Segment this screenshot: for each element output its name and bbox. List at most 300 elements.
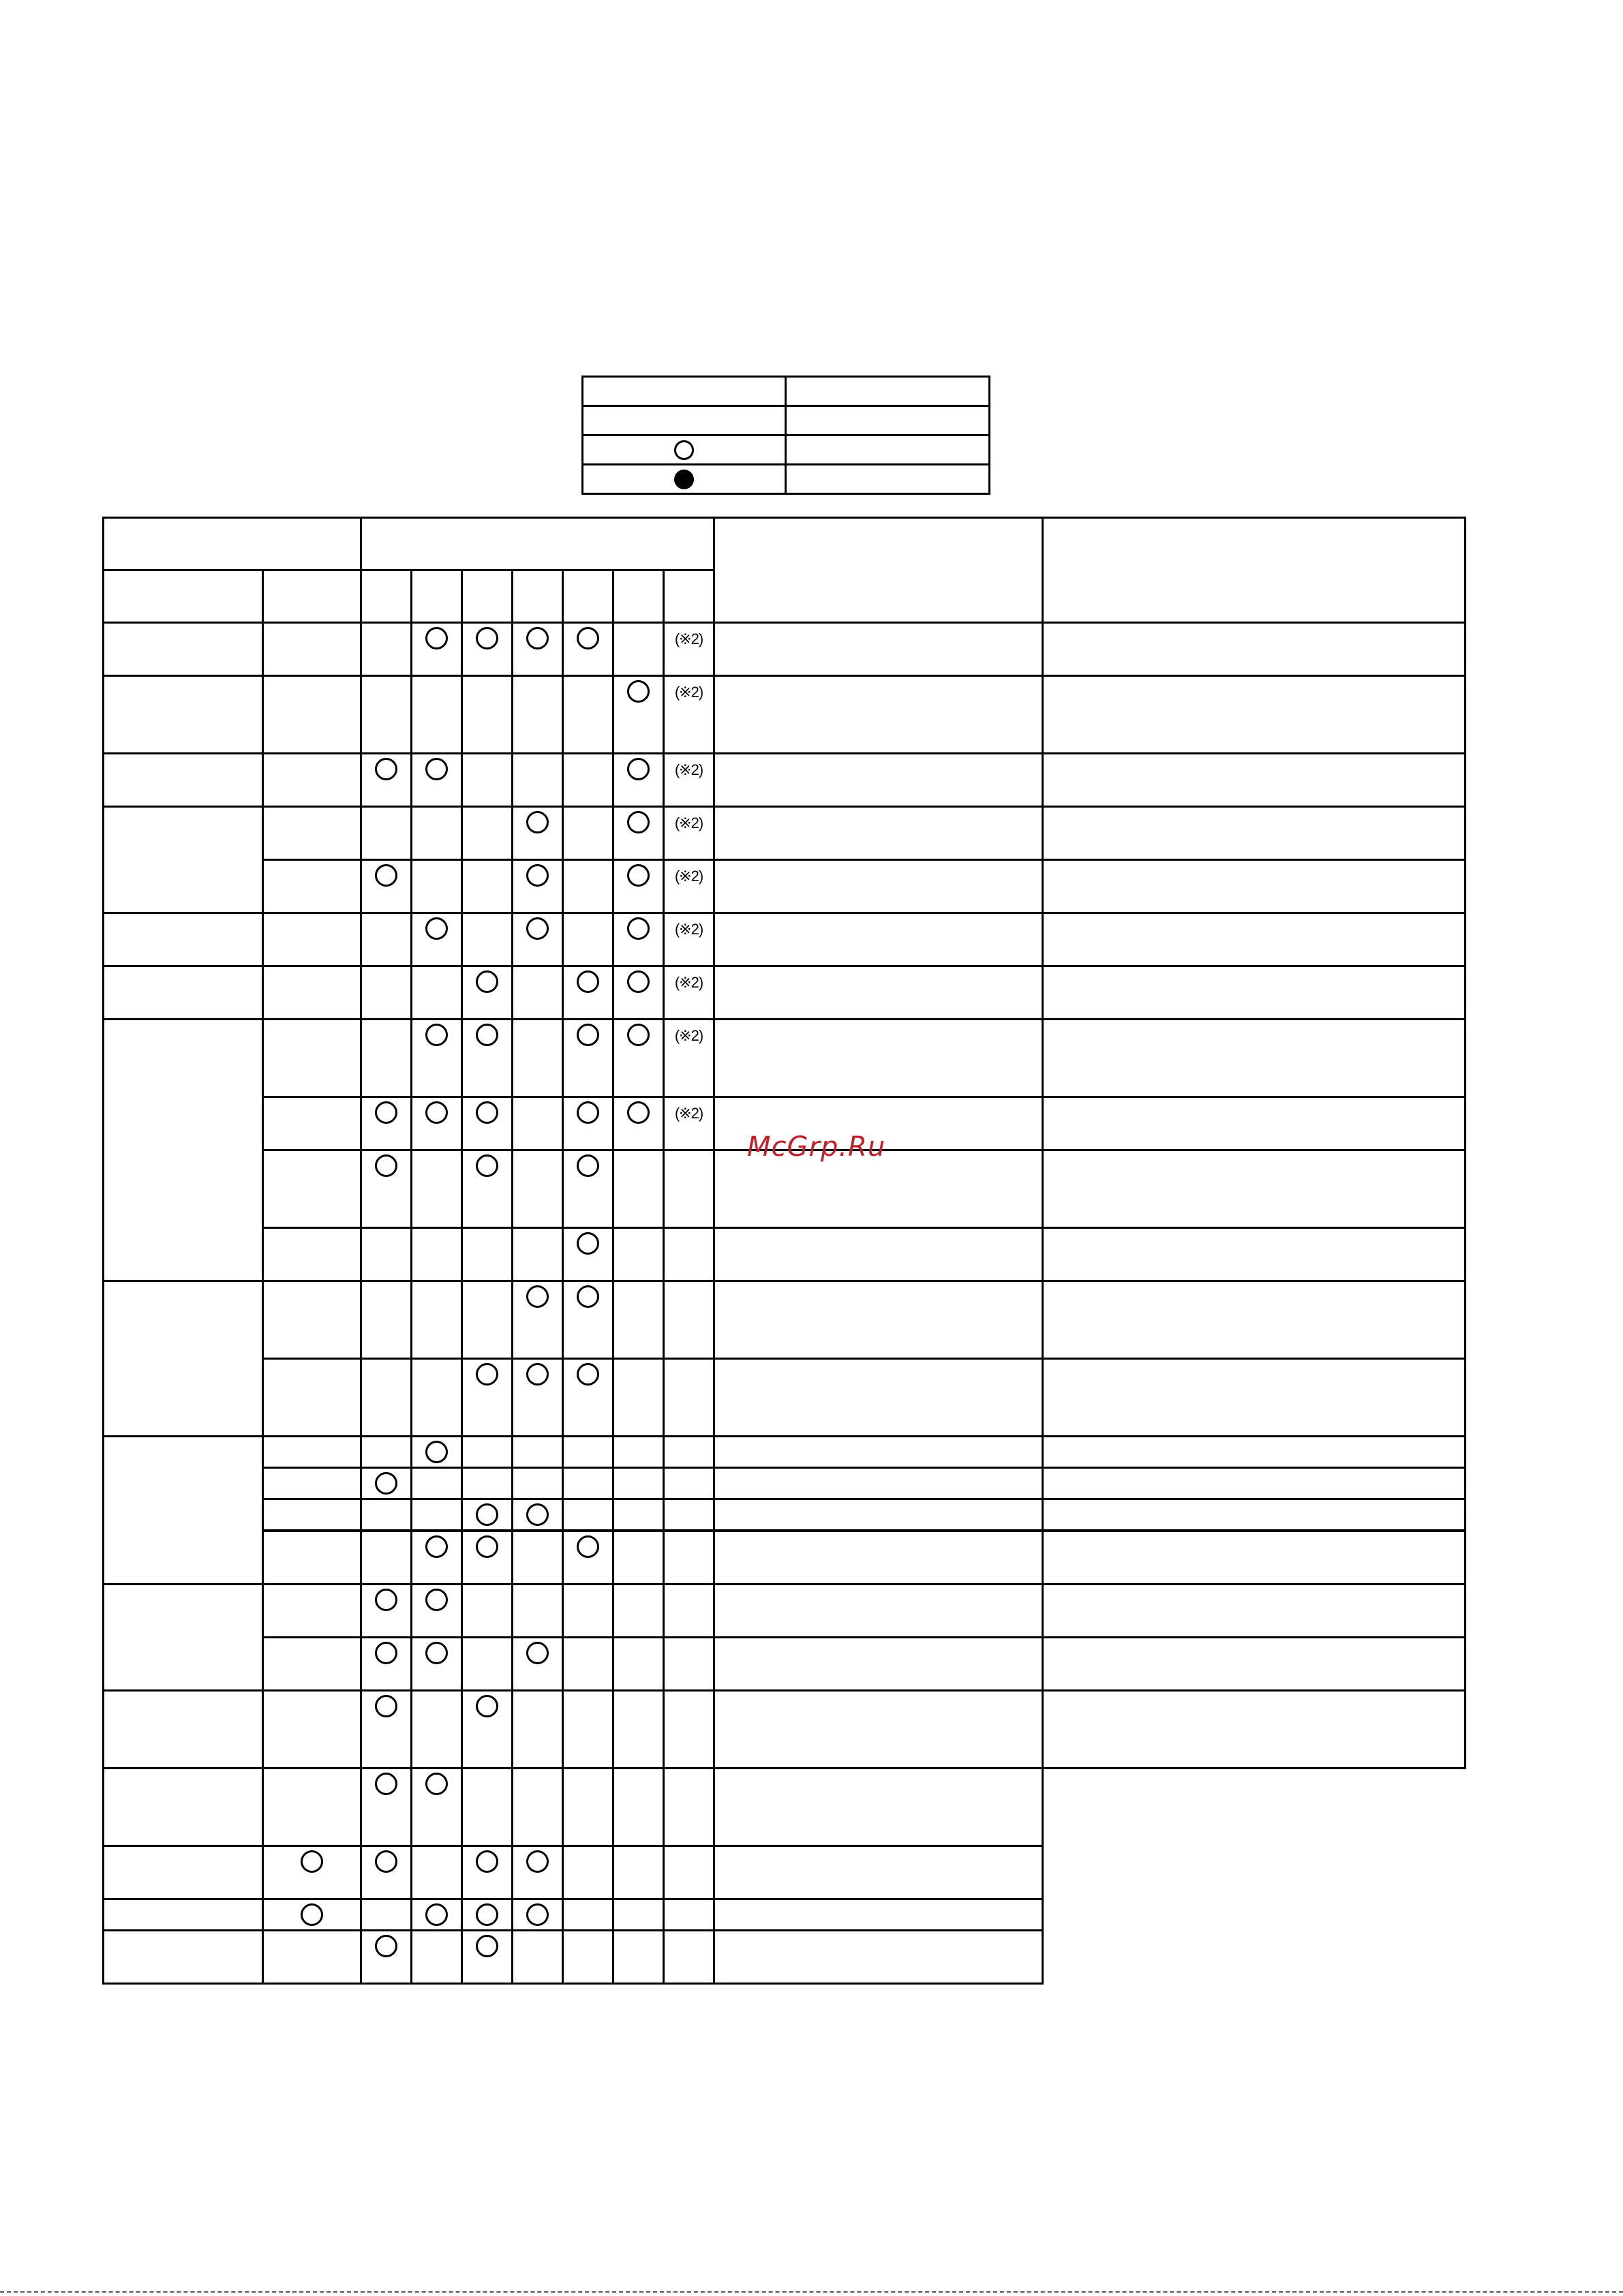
model-5-cell [513,1846,563,1899]
model-3-cell [462,1097,513,1150]
subitem-label-cell [263,913,361,966]
model-4-cell [513,966,563,1020]
table-row [104,1899,1466,1930]
open-circle-icon [627,758,650,780]
open-circle-icon [526,1903,549,1926]
open-circle-icon [375,758,397,780]
open-circle-icon [674,440,694,460]
header-category-cell [104,518,361,570]
remarks-cell [1043,1690,1466,1768]
model-6-cell [613,1020,664,1097]
model-5-cell [513,1768,563,1846]
open-circle-icon [476,1154,498,1177]
open-circle-icon [577,627,599,649]
open-circle-icon [375,1589,397,1611]
open-circle-icon [476,1363,498,1386]
model-6-cell [613,966,664,1020]
model-1-cell [263,1930,361,1983]
group-label-cell [104,913,263,966]
model-3-cell [462,1359,513,1437]
note-mark: (※2) [674,1027,703,1044]
model-5-cell [563,1531,613,1584]
filled-circle-icon [674,470,694,489]
model-3-cell [462,1690,513,1768]
table-row [104,1846,1466,1899]
header-model-1 [361,570,412,623]
header-remarks-cell [1043,518,1466,623]
model-4-cell [513,1499,563,1531]
open-circle-icon [425,917,448,940]
page-bottom-rule [0,2291,1623,2293]
model-3-cell [462,1531,513,1584]
description-cell [664,1846,714,1899]
note-cell [664,1020,714,1097]
model-2-cell [361,1846,412,1899]
note-cell [664,807,714,860]
remarks-cell [1043,1150,1466,1228]
open-circle-icon [476,970,498,993]
open-circle-icon [375,1642,397,1664]
model-2-cell [361,1930,412,1983]
table-row [104,1637,1466,1690]
note-cell [664,1097,714,1150]
table-row [104,860,1466,913]
open-circle-icon [425,1101,448,1124]
table-row [104,1584,1466,1637]
legend-row [583,406,990,435]
legend-text-cell [786,377,990,406]
note-cell [664,1499,714,1531]
model-4-cell [513,1097,563,1150]
model-1-cell [263,1768,361,1846]
note-mark: (※2) [674,921,703,938]
note-cell [664,676,714,754]
model-4-cell [513,1437,563,1468]
open-circle-icon [375,1472,397,1495]
model-3-cell [462,1281,513,1359]
model-2-cell [412,1468,462,1499]
table-row [104,623,1466,676]
open-circle-icon [375,1773,397,1795]
note-mark: (※2) [674,814,703,831]
open-circle-icon [577,1232,599,1255]
legend-row [583,377,990,406]
model-1-cell [361,807,412,860]
header-model-6 [613,570,664,623]
model-4-cell [462,1846,513,1899]
model-1-cell [361,1437,412,1468]
header-model-4 [513,570,563,623]
model-1-cell [263,1899,361,1930]
open-circle-icon [526,1642,549,1664]
model-3-cell [412,1930,462,1983]
remarks-cell [1043,1584,1466,1637]
model-3-cell [462,913,513,966]
note-cell [664,623,714,676]
subitem-label-cell [263,1437,361,1468]
model-4-cell [513,1150,563,1228]
model-6-cell [613,1359,664,1437]
note-cell [664,1637,714,1690]
model-5-cell [563,1281,613,1359]
model-1-cell [361,1468,412,1499]
model-2-cell [412,913,462,966]
model-5-cell [563,676,613,754]
legend-body [583,377,990,494]
open-circle-icon [425,1441,448,1463]
subitem-label-cell [104,1930,263,1983]
table-row [104,676,1466,754]
table-row [104,1768,1466,1846]
open-circle-icon [577,1154,599,1177]
group-label-cell [104,623,263,676]
note-cell [664,1150,714,1228]
model-5-cell [563,1150,613,1228]
legend-symbol-cell [583,465,786,494]
open-circle-icon [526,864,549,887]
open-circle-icon [375,1695,397,1717]
model-4-cell [462,1899,513,1930]
model-2-cell [412,1020,462,1097]
subitem-label-cell [263,1637,361,1690]
legend-symbol-cell [583,406,786,435]
open-circle-icon [577,1024,599,1046]
subitem-label-cell [263,1097,361,1150]
legend-symbol-cell [583,377,786,406]
group-label-cell [104,1020,263,1281]
model-1-cell [361,1020,412,1097]
group-label-cell [104,966,263,1020]
open-circle-icon [577,1535,599,1558]
model-2-cell [412,623,462,676]
model-6-cell [613,1468,664,1499]
model-4-cell [513,860,563,913]
remarks-cell [1043,1359,1466,1437]
table-row [104,913,1466,966]
note-mark: (※2) [674,974,703,991]
table-row [104,807,1466,860]
model-2-cell [412,807,462,860]
model-5-cell [563,1228,613,1281]
open-circle-icon [375,1101,397,1124]
note-cell [664,1228,714,1281]
feature-matrix-body [104,518,1466,1984]
group-label-cell [104,1281,263,1437]
subitem-label-cell [263,1228,361,1281]
table-row [104,1228,1466,1281]
model-1-cell [361,1531,412,1584]
open-circle-icon [425,627,448,649]
model-6-cell [563,1846,613,1899]
header-description-cell [714,518,1043,623]
open-circle-icon [577,1363,599,1386]
open-circle-icon [526,917,549,940]
subitem-label-cell [263,623,361,676]
model-2-cell [412,1531,462,1584]
open-circle-icon [425,1589,448,1611]
subitem-label-cell [263,676,361,754]
subitem-label-cell [263,860,361,913]
open-circle-icon [476,1535,498,1558]
model-4-cell [513,913,563,966]
open-circle-icon [526,1503,549,1526]
model-1-cell [361,1097,412,1150]
remarks-cell [1043,1281,1466,1359]
model-3-cell [412,1768,462,1846]
model-3-cell [462,807,513,860]
open-circle-icon [627,917,650,940]
legend-text-cell [786,435,990,465]
description-cell [714,860,1043,913]
description-cell [714,1468,1043,1499]
model-5-cell [563,1020,613,1097]
model-5-cell [563,1499,613,1531]
open-circle-icon [375,1935,397,1957]
model-4-cell [513,1690,563,1768]
model-6-cell [613,1281,664,1359]
watermark-text: McGrp.Ru [747,1131,886,1163]
open-circle-icon [627,864,650,887]
model-2-cell [412,1359,462,1437]
group-label-cell [104,1584,263,1690]
model-3-cell [462,860,513,913]
model-1-cell [361,966,412,1020]
open-circle-icon [577,1101,599,1124]
open-circle-icon [476,1935,498,1957]
description-cell [714,676,1043,754]
open-circle-icon [476,1101,498,1124]
description-cell [714,1359,1043,1437]
group-label-cell [104,676,263,754]
subitem-label-cell [263,1150,361,1228]
table-row [104,1020,1466,1097]
model-1-cell [263,1846,361,1899]
description-cell [714,1437,1043,1468]
legend-symbol-cell [583,435,786,465]
remarks-cell [1043,1020,1466,1097]
note-cell [664,1584,714,1637]
note-cell [664,754,714,807]
note-cell [613,1899,664,1930]
remarks-cell [1043,1468,1466,1499]
model-5-cell [563,1437,613,1468]
model-5-cell [563,1359,613,1437]
model-5-cell [563,913,613,966]
open-circle-icon [526,627,549,649]
subitem-label-cell [263,1584,361,1637]
model-2-cell [412,1437,462,1468]
model-2-cell [412,1690,462,1768]
model-6-cell [613,1437,664,1468]
open-circle-icon [476,1903,498,1926]
model-6-cell [613,807,664,860]
table-row [104,1690,1466,1768]
note-cell [664,1437,714,1468]
open-circle-icon [526,1363,549,1386]
open-circle-icon [425,758,448,780]
open-circle-icon [577,1285,599,1308]
note-cell [613,1846,664,1899]
remarks-cell [1043,1637,1466,1690]
legend-text-cell [786,406,990,435]
model-1-cell [361,676,412,754]
model-2-cell [412,860,462,913]
model-4-cell [513,623,563,676]
remarks-cell [1043,1097,1466,1150]
model-3-cell [462,676,513,754]
model-2-cell [412,1228,462,1281]
open-circle-icon [425,1024,448,1046]
model-1-cell [361,913,412,966]
model-4-cell [513,1228,563,1281]
note-cell [664,913,714,966]
model-4-cell [513,807,563,860]
model-3-cell [412,1846,462,1899]
open-circle-icon [425,1773,448,1795]
model-6-cell [613,623,664,676]
subitem-label-cell [263,1531,361,1584]
subitem-label-cell [263,966,361,1020]
open-circle-icon [476,1024,498,1046]
note-cell [664,1281,714,1359]
model-3-cell [462,623,513,676]
note-cell [664,1468,714,1499]
open-circle-icon [476,1503,498,1526]
model-6-cell [613,1228,664,1281]
remarks-cell [714,1930,1043,1983]
note-mark: (※2) [674,1105,703,1122]
remarks-cell [1043,754,1466,807]
table-row [104,1499,1466,1531]
model-2-cell [412,754,462,807]
model-4-cell [462,1768,513,1846]
description-cell [714,1584,1043,1637]
model-2-cell [412,1584,462,1637]
description-cell [714,1690,1043,1768]
model-3-cell [462,1437,513,1468]
model-4-cell [513,1584,563,1637]
open-circle-icon [627,970,650,993]
model-4-cell [513,1531,563,1584]
model-1-cell [361,1150,412,1228]
table-row [104,754,1466,807]
open-circle-icon [476,627,498,649]
legend-text-cell [786,465,990,494]
model-5-cell [513,1930,563,1983]
open-circle-icon [526,811,549,833]
group-label-cell [104,754,263,807]
table-row [104,1531,1466,1584]
model-5-cell [563,754,613,807]
model-5-cell [563,1468,613,1499]
model-1-cell [361,1499,412,1531]
open-circle-icon [425,1642,448,1664]
header-subitem-cell [263,570,361,623]
description-cell [664,1899,714,1930]
model-1-cell [361,860,412,913]
model-2-cell [412,676,462,754]
model-3-cell [462,1499,513,1531]
model-5-cell [563,807,613,860]
table-row [104,1281,1466,1359]
group-label-cell [104,1437,263,1585]
remarks-cell [1043,1499,1466,1531]
model-3-cell [412,1899,462,1930]
model-2-cell [412,966,462,1020]
subitem-label-cell [263,1690,361,1768]
open-circle-icon [476,1695,498,1717]
model-4-cell [513,754,563,807]
table-row [104,1437,1466,1468]
model-5-cell [563,860,613,913]
note-cell [664,1359,714,1437]
remarks-cell [714,1846,1043,1899]
remarks-cell [1043,913,1466,966]
model-2-cell [412,1150,462,1228]
model-6-cell [613,1584,664,1637]
model-3-cell [462,1584,513,1637]
header-model-2 [412,570,462,623]
remarks-cell [1043,1437,1466,1468]
open-circle-icon [627,680,650,703]
model-6-cell [613,754,664,807]
model-5-cell [563,1097,613,1150]
description-cell [714,1020,1043,1097]
model-5-cell [513,1899,563,1930]
legend-row [583,465,990,494]
header-models-cell [361,518,714,570]
note-cell [664,1531,714,1584]
note-cell [613,1768,664,1846]
legend-table [581,376,990,495]
model-4-cell [513,1020,563,1097]
legend-row [583,435,990,465]
table-row [104,1359,1466,1437]
remarks-cell [714,1768,1043,1846]
model-1-cell [361,1281,412,1359]
remarks-cell [1043,860,1466,913]
model-1-cell [361,1359,412,1437]
subitem-label-cell [263,1499,361,1531]
open-circle-icon [627,1024,650,1046]
subitem-label-cell [104,1768,263,1846]
open-circle-icon [476,1850,498,1873]
description-cell [714,1228,1043,1281]
description-cell [714,1637,1043,1690]
open-circle-icon [375,1154,397,1177]
description-cell [714,966,1043,1020]
model-3-cell [462,1637,513,1690]
header-item-cell [104,570,263,623]
model-4-cell [513,1359,563,1437]
remarks-cell [1043,966,1466,1020]
open-circle-icon [526,1285,549,1308]
model-5-cell [563,1690,613,1768]
model-5-cell [563,1637,613,1690]
model-6-cell [613,913,664,966]
description-cell [714,807,1043,860]
model-1-cell [361,1228,412,1281]
note-mark: (※2) [674,868,703,885]
model-4-cell [462,1930,513,1983]
subitem-label-cell [263,754,361,807]
open-circle-icon [627,811,650,833]
model-6-cell [613,676,664,754]
remarks-cell [1043,623,1466,676]
model-6-cell [613,1637,664,1690]
model-3-cell [462,1468,513,1499]
subitem-label-cell [263,1359,361,1437]
